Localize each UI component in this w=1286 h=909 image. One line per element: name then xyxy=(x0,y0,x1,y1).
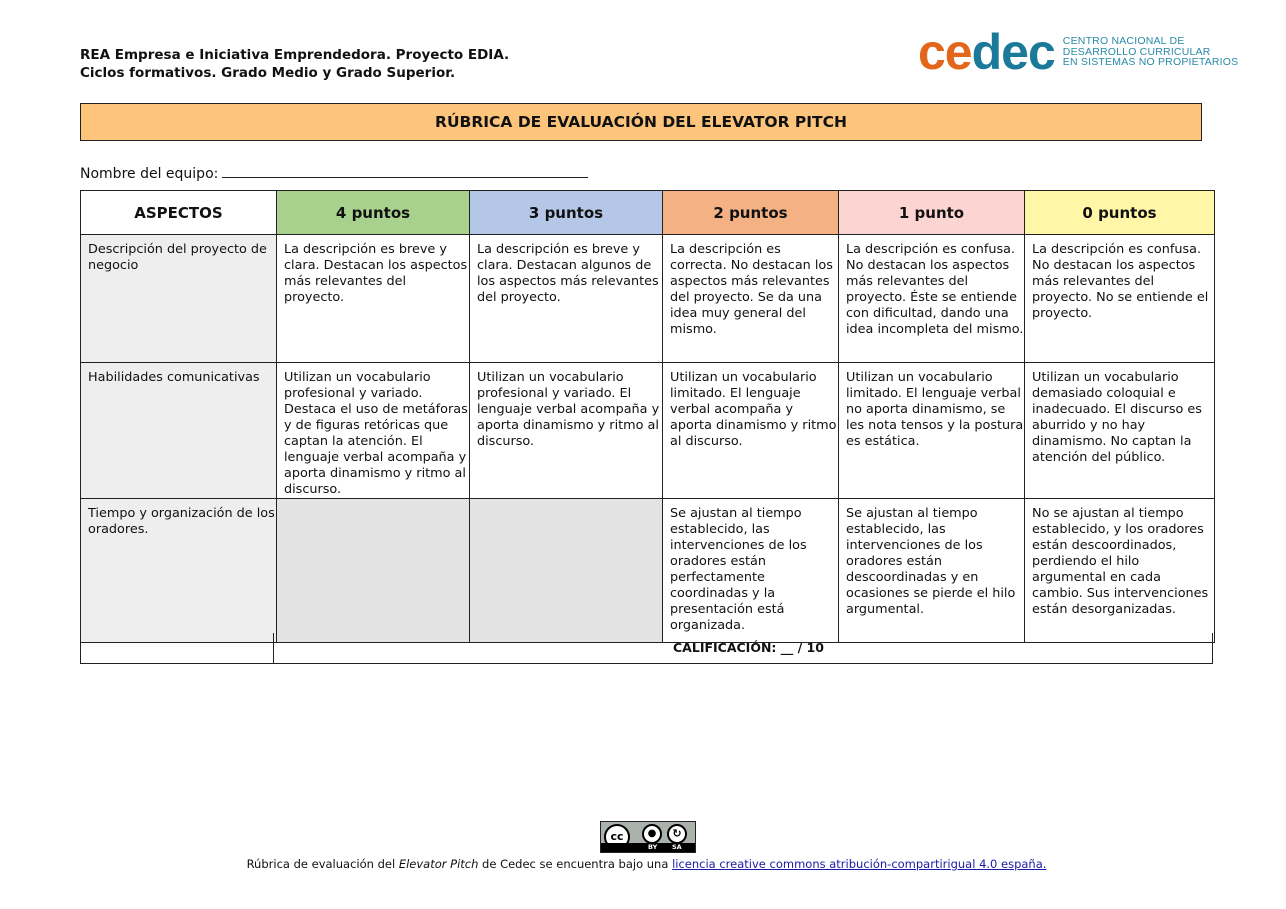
footer-italic-title: Elevator Pitch xyxy=(398,857,479,871)
grade-label: CALIFICACIÓN: __ / 10 xyxy=(673,640,824,655)
aspect-cell: Tiempo y organización de los oradores. xyxy=(81,499,277,643)
header-1-punto: 1 punto xyxy=(839,191,1025,235)
grade-row-divider xyxy=(273,633,274,663)
team-name-label: Nombre del equipo: xyxy=(80,166,219,182)
empty-criterion-cell xyxy=(277,499,470,643)
criterion-cell: La descripción es breve y clara. Destacan los aspectos más relevantes del proyecto. xyxy=(277,235,470,363)
criterion-cell: Utilizan un vocabulario profesional y variado. Destaca el uso de metáforas y de figuras retóricas que captan la atención. El lenguaje verbal acompaña y aporta dinamismo y ritmo al discurso. xyxy=(277,363,470,499)
logo-subtitle-line-1: CENTRO NACIONAL DE xyxy=(1062,35,1185,48)
header-0-puntos: 0 puntos xyxy=(1025,191,1215,235)
grade-row xyxy=(80,633,1213,664)
criterion-cell: Se ajustan al tiempo establecido, las intervenciones de los oradores están perfectamente coordinadas y la presentación está organizada. xyxy=(663,499,839,643)
cc-license-bar xyxy=(601,843,695,852)
header-4-puntos: 4 puntos xyxy=(277,191,470,235)
table-row xyxy=(81,363,1215,499)
creative-commons-badge[interactable] xyxy=(600,821,696,853)
rubric-title: RÚBRICA DE EVALUACIÓN DEL ELEVATOR PITCH xyxy=(80,103,1202,141)
attribution-person-icon: ● xyxy=(642,824,662,844)
criterion-cell: Utilizan un vocabulario demasiado coloquial e inadecuado. El discurso es aburrido y no hay dinamismo. No captan la atención del público. xyxy=(1025,363,1215,499)
logo-subtitle xyxy=(1063,36,1239,68)
empty-criterion-cell xyxy=(470,499,663,643)
criterion-cell: Utilizan un vocabulario limitado. El lenguaje verbal acompaña y aporta dinamismo y ritmo al discurso. xyxy=(663,363,839,499)
criterion-cell: La descripción es correcta. No destacan los aspectos más relevantes del proyecto. Se da una idea muy general del mismo. xyxy=(663,235,839,363)
table-row xyxy=(81,235,1215,363)
document-header xyxy=(80,46,509,82)
footer-middle: de Cedec se encuentra bajo una xyxy=(478,857,673,871)
team-name-blank-line xyxy=(222,163,588,178)
criterion-cell: Utilizan un vocabulario profesional y variado. El lenguaje verbal acompaña y aporta dinamismo y ritmo al discurso. xyxy=(470,363,663,499)
aspect-cell: Descripción del proyecto de negocio xyxy=(81,235,277,363)
license-footer xyxy=(0,857,1286,871)
logo-wordmark xyxy=(918,24,1055,80)
rubric-header-row xyxy=(81,191,1215,235)
logo-subtitle-line-2: DESARROLLO CURRICULAR xyxy=(1062,45,1211,58)
aspect-cell: Habilidades comunicativas xyxy=(81,363,277,499)
table-row xyxy=(81,499,1215,643)
criterion-cell: La descripción es confusa. No destacan los aspectos más relevantes del proyecto. No se entiende el proyecto. xyxy=(1025,235,1215,363)
cc-by-label: BY xyxy=(648,843,658,851)
rubric-table xyxy=(80,190,1215,643)
header-3-puntos: 3 puntos xyxy=(470,191,663,235)
criterion-cell: La descripción es confusa. No destacan los aspectos más relevantes del proyecto. Éste se entiende con dificultad, dando una idea incompleta del mismo. xyxy=(839,235,1025,363)
team-name-field xyxy=(80,163,588,182)
logo-subtitle-line-3: EN SISTEMAS NO PROPIETARIOS xyxy=(1062,56,1239,69)
footer-prefix: Rúbrica de evaluación del xyxy=(246,857,399,871)
criterion-cell: Se ajustan al tiempo establecido, las intervenciones de los oradores están descoordinadas y en ocasiones se pierde el hilo argumental. xyxy=(839,499,1025,643)
criterion-cell: Utilizan un vocabulario limitado. El lenguaje verbal no aporta dinamismo, se les nota tensos y la postura es estática. xyxy=(839,363,1025,499)
header-aspectos: ASPECTOS xyxy=(81,191,277,235)
logo-word-part-2: dec xyxy=(971,24,1055,80)
header-line-1: REA Empresa e Iniciativa Emprendedora. Proyecto EDIA. xyxy=(80,47,510,63)
header-line-2: Ciclos formativos. Grado Medio y Grado Superior. xyxy=(80,65,456,81)
cc-icon: cc xyxy=(604,824,630,850)
header-2-puntos: 2 puntos xyxy=(663,191,839,235)
license-link[interactable]: licencia creative commons atribución-compartirigual 4.0 españa. xyxy=(672,857,1047,871)
share-alike-icon: ↻ xyxy=(667,824,687,844)
cc-sa-label: SA xyxy=(672,843,682,851)
cedec-logo xyxy=(918,24,1239,80)
criterion-cell: No se ajustan al tiempo establecido, y los oradores están descoordinados, perdiendo el hilo argumental en cada cambio. Sus intervenciones están desorganizadas. xyxy=(1025,499,1215,643)
criterion-cell: La descripción es breve y clara. Destacan algunos de los aspectos más relevantes del proyecto. xyxy=(470,235,663,363)
logo-word-part-1: ce xyxy=(918,24,972,80)
